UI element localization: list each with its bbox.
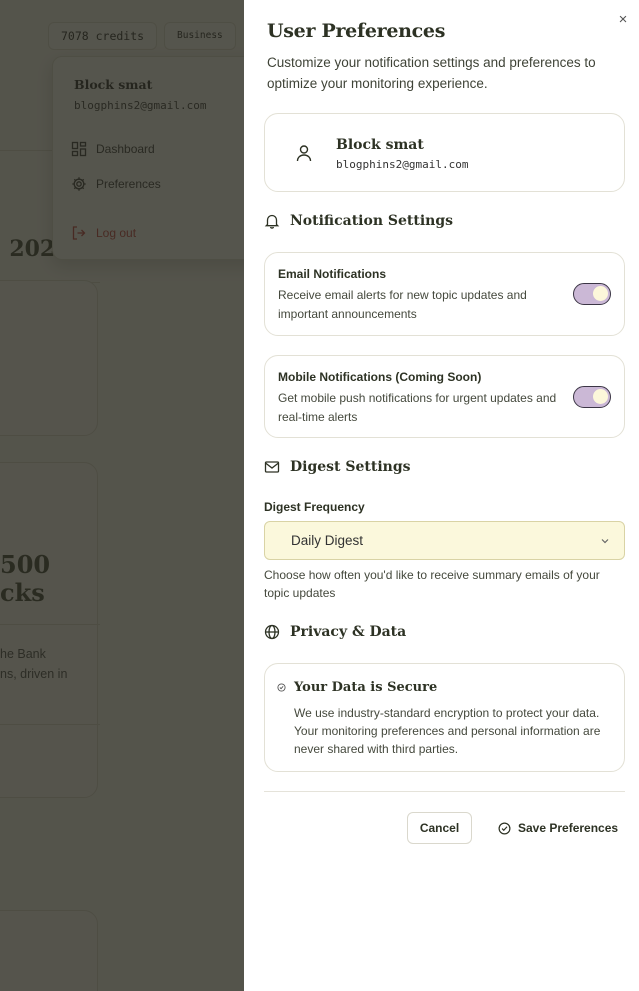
digest-frequency-select[interactable] <box>264 521 625 560</box>
email-notifications-card <box>264 252 625 336</box>
globe-icon <box>264 624 280 640</box>
digest-settings-heading <box>264 459 411 475</box>
digest-help-text: Choose how often you'd like to receive summary emails of your topic updates <box>264 568 600 600</box>
sheet-title: User Preferences <box>267 20 446 42</box>
section-title: Digest Settings <box>290 459 411 475</box>
mobile-notifications-description: Get mobile push notifications for urgent updates and real-time alerts <box>278 391 557 424</box>
preferences-sheet <box>244 0 639 991</box>
data-secure-card <box>264 663 625 772</box>
email-notifications-toggle[interactable] <box>573 283 611 305</box>
sheet-subtitle: Customize your notification settings and preferences to optimize your monitoring experience. <box>267 55 596 91</box>
data-secure-description: We use industry-standard encryption to protect your data. Your monitoring preferences and personal information are never shared with third parties. <box>294 706 601 756</box>
digest-frequency-label: Digest Frequency <box>264 500 365 514</box>
privacy-heading <box>264 624 406 640</box>
cancel-button[interactable]: Cancel <box>407 812 472 844</box>
shield-check-icon <box>277 683 286 692</box>
mail-icon <box>264 459 280 475</box>
save-preferences-button[interactable] <box>492 812 624 844</box>
email-notifications-title: Email Notifications <box>278 267 387 281</box>
data-secure-title: Your Data is Secure <box>294 680 438 695</box>
bell-icon <box>264 213 280 229</box>
notification-settings-heading <box>264 213 453 229</box>
section-title: Notification Settings <box>290 213 453 229</box>
check-circle-icon <box>498 822 511 835</box>
user-name: Block smat <box>336 137 424 153</box>
mobile-notifications-toggle[interactable] <box>573 386 611 408</box>
toggle-knob <box>593 389 608 404</box>
digest-frequency-value: Daily Digest <box>291 533 364 548</box>
mobile-notifications-card <box>264 355 625 438</box>
save-preferences-label: Save Preferences <box>518 821 619 835</box>
section-title: Privacy & Data <box>290 624 407 640</box>
mobile-notifications-title: Mobile Notifications (Coming Soon) <box>278 370 482 384</box>
user-card <box>264 113 625 192</box>
close-icon: × <box>618 11 628 28</box>
user-email: blogphins2@gmail.com <box>336 158 469 171</box>
email-notifications-description: Receive email alerts for new topic updates and important announcements <box>278 288 527 321</box>
toggle-knob <box>593 286 608 301</box>
close-button[interactable] <box>616 13 630 27</box>
chevron-down-icon <box>600 536 610 546</box>
footer-divider <box>264 791 625 792</box>
user-icon <box>295 144 313 162</box>
